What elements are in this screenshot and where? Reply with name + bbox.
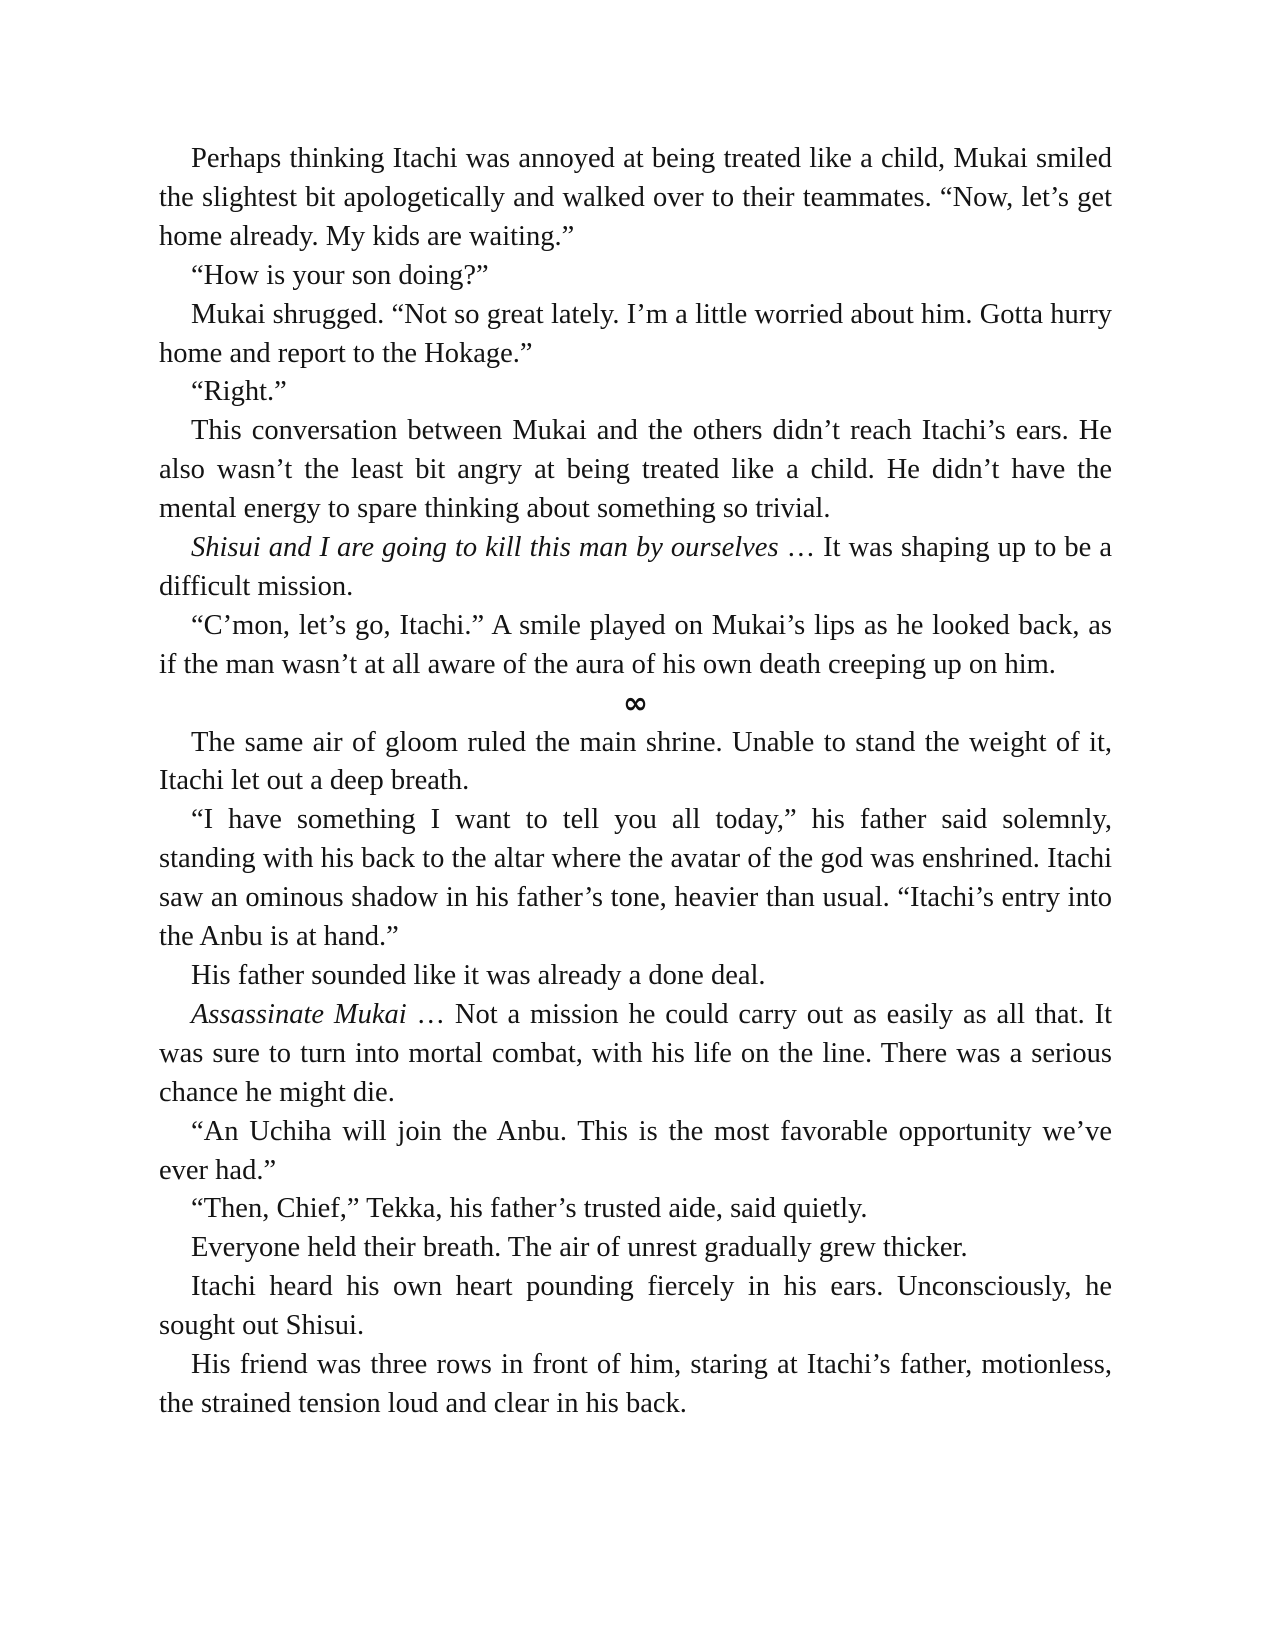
paragraph: Everyone held their breath. The air of unrest gradually grew thicker. [191, 1232, 968, 1264]
italic-thought: Assassinate Mukai [191, 998, 407, 1030]
paragraph: This conversation between Mukai and the others didn’t reach Itachi’s ears. He also wasn’t the least bit angry at being treated like a child. He didn’t have the mental energy to spare thinking about something so trivial. [159, 415, 1112, 525]
paragraph [159, 996, 1112, 1113]
paragraph [159, 529, 1112, 607]
paragraph: “Right.” [191, 376, 287, 408]
scene-break-infinity-icon: ∞ [623, 685, 648, 721]
paragraph: “C’mon, let’s go, Itachi.” A smile played on Mukai’s lips as he looked back, as if the man wasn’t at all aware of the aura of his own death creeping up on him. [159, 609, 1112, 680]
paragraph: Itachi heard his own heart pounding fiercely in his ears. Unconsciously, he sought out Shisui. [159, 1271, 1112, 1342]
page-body [159, 140, 1112, 1424]
paragraph: “How is your son doing?” [191, 259, 489, 291]
paragraph: His father sounded like it was already a done deal. [191, 960, 766, 992]
paragraph: Perhaps thinking Itachi was annoyed at being treated like a child, Mukai smiled the slightest bit apologetically and walked over to their teammates. “Now, let’s get home already. My kids are waiting.” [159, 143, 1112, 252]
paragraph: His friend was three rows in front of him, staring at Itachi’s father, motionless, the strained tension loud and clear in his back. [159, 1349, 1112, 1419]
paragraph: “I have something I want to tell you all today,” his father said solemnly, standing with his back to the altar where the avatar of the god was enshrined. Itachi saw an ominous shadow in his father’s tone, heavier than usual. “Itachi’s entry into the Anbu is at hand.” [159, 804, 1112, 953]
paragraph: “An Uchiha will join the Anbu. This is the most favorable opportunity we’ve ever had.” [159, 1115, 1112, 1186]
paragraph: “Then, Chief,” Tekka, his father’s trusted aide, said quietly. [191, 1193, 868, 1225]
paragraph-text: … It was shaping up to be a difficult mission. [159, 532, 1112, 602]
paragraph: The same air of gloom ruled the main shrine. Unable to stand the weight of it, Itachi let out a deep breath. [159, 726, 1112, 797]
paragraph: Mukai shrugged. “Not so great lately. I’m a little worried about him. Gotta hurry home and report to the Hokage.” [159, 298, 1112, 369]
paragraph-text: … Not a mission he could carry out as easily as all that. It was sure to turn into mortal combat, with his life on the line. There was a serious chance he might die. [159, 998, 1112, 1108]
italic-thought: Shisui and I are going to kill this man by ourselves [191, 532, 779, 564]
